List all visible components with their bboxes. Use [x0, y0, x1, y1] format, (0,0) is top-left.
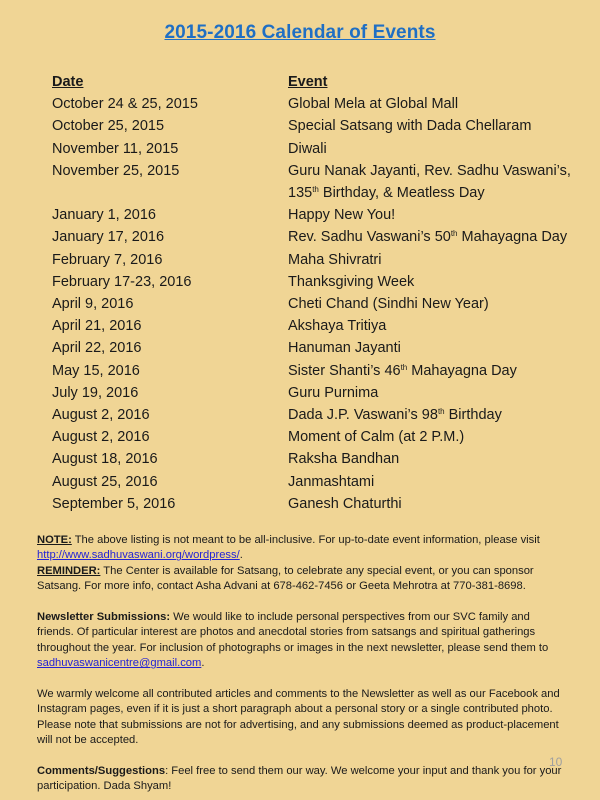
event-name	[288, 471, 572, 493]
event-text: Special Satsang with Dada Chellaram	[288, 118, 532, 135]
event-name	[288, 204, 572, 226]
event-column-header: Event	[288, 74, 328, 90]
comments-paragraph	[37, 764, 562, 795]
note-paragraph	[37, 533, 562, 564]
event-name	[288, 382, 572, 404]
note-end: .	[239, 549, 243, 562]
event-text: Guru Purnima	[288, 384, 379, 401]
newsletter-label: Newsletter Submissions:	[37, 611, 171, 624]
event-name	[288, 315, 572, 337]
comments-label: Comments/Suggestions	[37, 765, 166, 778]
event-text: Ganesh Chaturthi	[288, 495, 402, 512]
table-row	[52, 93, 572, 115]
ordinal-suffix: th	[437, 407, 445, 417]
event-date: May 15, 2016	[52, 362, 140, 379]
event-text-line2: 135	[288, 185, 313, 202]
table-row	[52, 493, 572, 515]
table-row	[52, 448, 572, 470]
event-date: April 22, 2016	[52, 340, 142, 357]
event-text: Happy New You!	[288, 207, 396, 224]
note-text: The above listing is not meant to be all-inclusive. For up-to-date event information, please visit	[71, 534, 540, 546]
newsletter-end: .	[201, 657, 205, 670]
event-date: April 9, 2016	[52, 296, 134, 313]
comments-text: : Feel free to send them our way. We welcome your input and thank you for your participation. Dada Shyam!	[37, 765, 562, 793]
event-date: November 25, 2015	[52, 162, 180, 179]
table-header	[52, 71, 572, 93]
event-date: September 5, 2016	[52, 495, 176, 512]
event-text: Janmashtami	[288, 473, 375, 490]
event-text: Maha Shivratri	[288, 251, 382, 268]
table-row	[52, 471, 572, 493]
event-name	[288, 271, 572, 293]
date-column-header: Date	[52, 74, 84, 90]
table-row	[52, 360, 572, 382]
table-row	[52, 337, 572, 359]
page-title: 2015-2016 Calendar of Events	[164, 22, 436, 43]
event-date: August 2, 2016	[52, 429, 150, 446]
event-date: February 17-23, 2016	[52, 273, 192, 290]
event-text-rest: Mahayagna Day	[457, 229, 568, 246]
page-number: 10	[549, 755, 563, 769]
event-name	[288, 493, 572, 515]
event-name	[288, 404, 572, 426]
event-text-rest: Birthday, & Meatless Day	[318, 185, 485, 202]
table-row	[52, 426, 572, 448]
website-link[interactable]: http://www.sadhuvaswani.org/wordpress/	[37, 549, 240, 562]
table-row	[52, 204, 572, 226]
event-text: Raksha Bandhan	[288, 451, 400, 468]
notes-section	[37, 533, 562, 795]
event-text: Moment of Calm (at 2 P.M.)	[288, 429, 465, 446]
welcome-paragraph: We warmly welcome all contributed articles and comments to the Newsletter as well as our Facebook and Instagram pages, even if it is just a short paragraph about a personal story or a single contributed photo. Please note that submissions are not for advertising, and any submissions deemed as product-placement will not be accepted.	[37, 688, 560, 747]
ordinal-suffix: th	[400, 362, 408, 372]
event-name	[288, 138, 572, 160]
email-link[interactable]: sadhuvaswanicentre@gmail.com	[37, 657, 202, 670]
event-text: Thanksgiving Week	[288, 273, 415, 290]
event-text-rest: Birthday	[444, 407, 502, 424]
event-name	[288, 249, 572, 271]
event-text: Hanuman Jayanti	[288, 340, 401, 357]
event-text: Global Mela at Global Mall	[288, 96, 459, 113]
table-row	[52, 249, 572, 271]
table-row	[52, 271, 572, 293]
note-label: NOTE:	[37, 534, 72, 546]
reminder-text: The Center is available for Satsang, to celebrate any special event, or you can sponsor Satsang. For more info, contact Asha Advani at 678-462-7456 or Geeta Mehrotra at 770-381-8698.	[37, 564, 534, 593]
table-row	[52, 293, 572, 315]
event-text: Guru Nanak Jayanti, Rev. Sadhu Vaswani’s,	[288, 162, 571, 179]
event-date: October 24 & 25, 2015	[52, 96, 198, 113]
event-name	[288, 337, 572, 359]
event-date: April 21, 2016	[52, 318, 142, 335]
event-text: Rev. Sadhu Vaswani’s 50	[288, 229, 451, 246]
event-text: Diwali	[288, 140, 327, 157]
reminder-paragraph	[37, 564, 562, 595]
event-name	[288, 115, 572, 137]
event-date: January 17, 2016	[52, 229, 165, 246]
table-row	[52, 226, 572, 248]
event-date: February 7, 2016	[52, 251, 163, 268]
ordinal-suffix: th	[312, 185, 319, 195]
table-row	[52, 160, 572, 204]
event-name	[288, 293, 572, 315]
event-date: October 25, 2015	[52, 118, 165, 135]
event-name	[288, 93, 572, 115]
event-text: Akshaya Tritiya	[288, 318, 387, 335]
event-name	[288, 426, 572, 448]
event-date: August 2, 2016	[52, 407, 150, 424]
events-table	[52, 71, 572, 515]
event-name	[288, 226, 572, 248]
event-name	[288, 160, 572, 204]
event-date: November 11, 2015	[52, 140, 179, 157]
table-row	[52, 315, 572, 337]
event-name	[288, 448, 572, 470]
event-date: August 18, 2016	[52, 451, 158, 468]
table-row	[52, 382, 572, 404]
event-date: January 1, 2016	[52, 207, 156, 224]
reminder-label: REMINDER:	[37, 564, 101, 577]
event-text: Sister Shanti’s 46	[288, 362, 401, 379]
event-date: July 19, 2016	[52, 384, 139, 401]
table-row	[52, 115, 572, 137]
table-row	[52, 404, 572, 426]
table-row	[52, 138, 572, 160]
event-name	[288, 360, 572, 382]
event-text: Dada J.P. Vaswani’s 98	[288, 407, 438, 424]
event-date: August 25, 2016	[52, 473, 158, 490]
newsletter-text: We would like to include personal perspectives from our SVC family and friends. Of particular interest are photos and anecdotal stories from satsangs and spiritual gatherings throughout the year. For inclusion of photographs or images in the next newsletter, please send them to	[37, 611, 549, 654]
newsletter-paragraph	[37, 610, 562, 672]
event-text-rest: Mahayagna Day	[407, 362, 517, 379]
event-text: Cheti Chand (Sindhi New Year)	[288, 296, 489, 313]
ordinal-suffix: th	[450, 229, 458, 239]
